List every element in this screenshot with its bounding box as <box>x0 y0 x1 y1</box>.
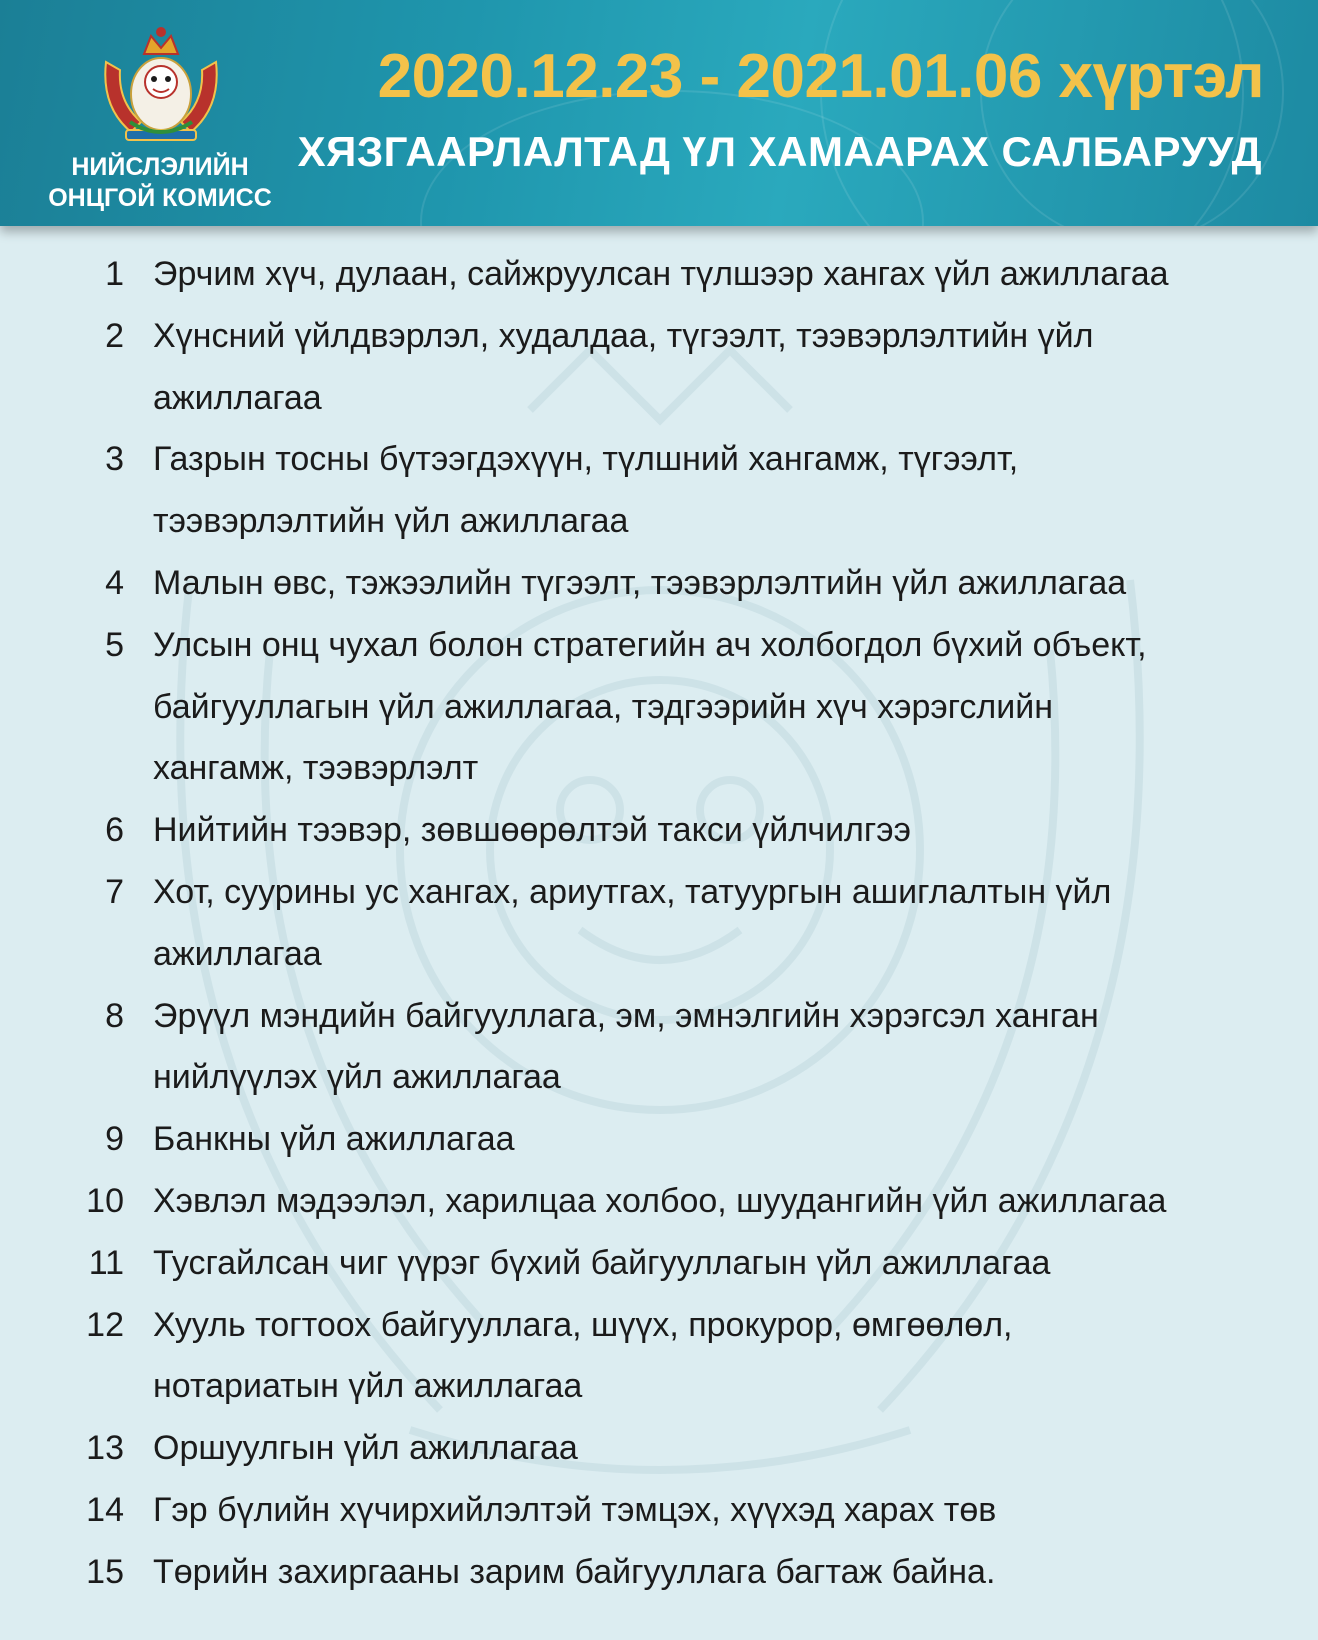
list-item-text <box>153 244 1273 306</box>
list-item-line: Төрийн захиргааны зарим байгууллага багтаж байна. <box>153 1552 996 1591</box>
org-name-line2: ОНЦГОЙ КОМИСС <box>48 184 272 212</box>
exempt-sectors-list <box>0 244 1318 1604</box>
list-item-line: Эрчим хүч, дулаан, сайжруулсан түлшээр хангах үйл ажиллагаа <box>153 255 1169 293</box>
date-range-title: 2020.12.23 - 2021.01.06 хүртэл <box>377 42 1264 111</box>
list-item <box>0 1418 1318 1480</box>
list-item <box>0 800 1318 862</box>
list-item-line: Малын өвс, тэжээлийн түгээлт, тээвэрлэлтийн үйл ажиллагаа <box>153 563 1127 602</box>
list-item-line: Эрүүл мэндийн байгууллага, эм, эмнэлгийн хэрэгсэл ханган <box>153 996 1099 1035</box>
list-item-line: нотариатын үйл ажиллагаа <box>153 1367 583 1406</box>
list-item-line: нийлүүлэх үйл ажиллагаа <box>153 1058 561 1097</box>
list-item-text <box>153 1542 1273 1604</box>
list-item-line: ажиллагаа <box>153 378 322 417</box>
list-item <box>0 1109 1318 1171</box>
list-item-text <box>153 862 1273 986</box>
list-item-line: Улсын онц чухал болон стратегийн ач холбогдол бүхий объект, <box>153 625 1147 664</box>
list-item-text <box>153 986 1273 1110</box>
list-item-line: Оршуулгын үйл ажиллагаа <box>153 1429 578 1468</box>
list-item-text <box>153 615 1273 800</box>
list-item-line: Банкны үйл ажиллагаа <box>153 1120 515 1159</box>
list-item-line: байгууллагын үйл ажиллагаа, тэдгээрийн хүч хэрэгслийн <box>153 687 1054 726</box>
list-item-line: тээвэрлэлтийн үйл ажиллагаа <box>153 502 629 541</box>
list-item-number: 3 <box>105 440 124 479</box>
list-item <box>0 306 1318 430</box>
list-item-number: 1 <box>105 255 124 293</box>
list-item-number: 8 <box>105 996 124 1035</box>
list-item <box>0 615 1318 800</box>
list-item-text <box>153 429 1273 553</box>
list-item-number: 15 <box>86 1552 124 1591</box>
list-item-number: 5 <box>105 625 124 664</box>
list-item-line: хангамж, тээвэрлэлт <box>153 749 479 788</box>
list-item-number: 6 <box>105 811 124 850</box>
list-item <box>0 553 1318 615</box>
list-item-text <box>153 1171 1273 1233</box>
list-item-text <box>153 1233 1273 1295</box>
list-item-text <box>153 800 1273 862</box>
list-item-line: Нийтийн тээвэр, зөвшөөрөлтэй такси үйлчилгээ <box>153 811 911 850</box>
list-item-line: Гэр бүлийн хүчирхийлэлтэй тэмцэх, хүүхэд харах төв <box>153 1490 997 1529</box>
org-name-line1: НИЙСЛЭЛИЙН <box>71 153 249 181</box>
list-item <box>0 1295 1318 1419</box>
list-item-text <box>153 306 1273 430</box>
soyombo-emblem-icon <box>96 22 226 152</box>
list-item <box>0 862 1318 986</box>
list-item-text <box>153 1109 1273 1171</box>
list-item <box>0 1233 1318 1295</box>
page-title: ХЯЗГААРЛАЛТАД ҮЛ ХАМААРАХ САЛБАРУУД <box>297 128 1262 175</box>
list-item-number: 7 <box>105 872 124 911</box>
list-item-number: 10 <box>86 1181 124 1220</box>
list-item-text <box>153 553 1273 615</box>
list-item-text <box>153 1480 1273 1542</box>
list-item-number: 9 <box>105 1120 124 1159</box>
list-item <box>0 986 1318 1110</box>
list-item-number: 13 <box>86 1429 124 1468</box>
list-item-number: 11 <box>88 1243 124 1282</box>
list-item-number: 12 <box>86 1305 124 1344</box>
list-item-line: Хэвлэл мэдээлэл, харилцаа холбоо, шуудангийн үйл ажиллагаа <box>153 1181 1167 1220</box>
list-item <box>0 1171 1318 1233</box>
list-item-line: Газрын тосны бүтээгдэхүүн, түлшний хангамж, түгээлт, <box>153 440 1019 479</box>
list-item-number: 4 <box>105 563 124 602</box>
list-item-text <box>153 1295 1273 1419</box>
list-item <box>0 1480 1318 1542</box>
header-banner <box>0 0 1318 226</box>
list-item <box>0 244 1318 306</box>
list-item-text <box>153 1418 1273 1480</box>
list-item-number: 14 <box>86 1490 124 1529</box>
list-item-line: Хүнсний үйлдвэрлэл, худалдаа, түгээлт, тээвэрлэлтийн үйл <box>153 316 1094 355</box>
org-name <box>30 152 290 214</box>
list-item <box>0 1542 1318 1604</box>
list-item <box>0 429 1318 553</box>
list-item-line: Хот, суурины ус хангах, ариутгах, татуургын ашиглалтын үйл <box>153 872 1112 911</box>
list-item-number: 2 <box>105 316 124 355</box>
list-item-line: ажиллагаа <box>153 934 322 973</box>
list-item-line: Тусгайлсан чиг үүрэг бүхий байгууллагын үйл ажиллагаа <box>153 1243 1051 1282</box>
list-item-line: Хууль тогтоох байгууллага, шүүх, прокурор, өмгөөлөл, <box>153 1305 1013 1344</box>
